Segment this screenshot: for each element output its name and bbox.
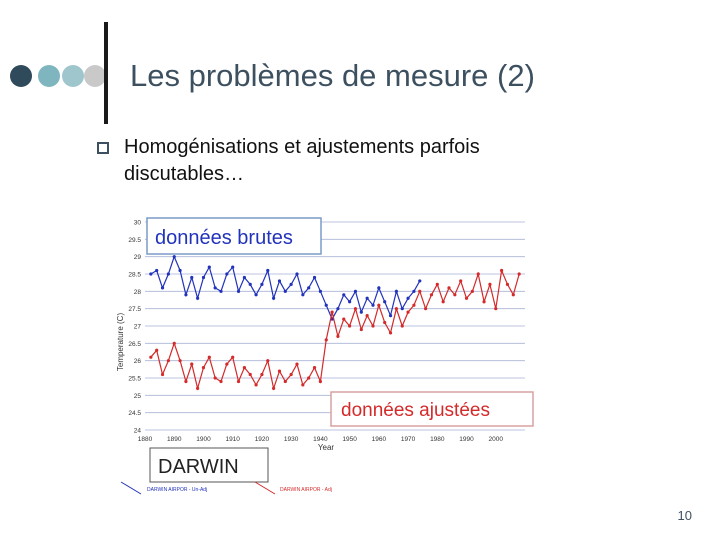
data-point — [494, 307, 497, 310]
data-point — [477, 272, 480, 275]
y-tick-label: 29 — [133, 254, 141, 262]
y-tick-label: 29.5 — [128, 236, 141, 244]
bullet-text: Homogénisations et ajustements parfois discutables… — [124, 136, 480, 185]
data-point — [424, 307, 427, 310]
data-point — [471, 290, 474, 293]
data-point — [488, 283, 491, 286]
y-tick-label: 24 — [133, 427, 141, 435]
station-label: DARWIN — [158, 456, 239, 478]
data-point — [389, 331, 392, 334]
legend-raw: DARWIN AIRPOR - Un-Adj — [147, 487, 208, 493]
data-point — [301, 293, 304, 296]
x-tick-label: 1930 — [283, 436, 299, 443]
data-point — [325, 304, 328, 307]
checkbox-bullet-icon — [97, 142, 109, 154]
data-point — [149, 272, 152, 275]
data-point — [214, 376, 217, 379]
data-point — [459, 279, 462, 282]
data-point — [184, 293, 187, 296]
data-point — [225, 363, 228, 366]
data-point — [401, 324, 404, 327]
x-tick-label: 1970 — [400, 436, 416, 443]
data-point — [243, 276, 246, 279]
x-tick-label: 1960 — [371, 436, 387, 443]
data-point — [313, 366, 316, 369]
x-tick-label: 1980 — [430, 436, 445, 443]
data-point — [412, 304, 415, 307]
data-point — [178, 269, 181, 272]
x-tick-label: 1900 — [196, 436, 211, 443]
teal-dot-2 — [62, 65, 84, 87]
data-point — [155, 349, 158, 352]
data-point — [266, 269, 269, 272]
data-point — [249, 283, 252, 286]
x-tick-label: 1880 — [137, 436, 153, 443]
x-tick-label: 1890 — [166, 436, 182, 443]
data-point — [155, 269, 158, 272]
data-point — [389, 314, 392, 317]
dark-dot — [10, 65, 32, 87]
x-tick-label: 1950 — [342, 436, 357, 443]
data-point — [167, 272, 170, 275]
data-point — [395, 307, 398, 310]
data-point — [319, 380, 322, 383]
y-tick-label: 24.5 — [128, 410, 141, 418]
data-point — [214, 286, 217, 289]
y-tick-label: 28.5 — [128, 271, 141, 279]
y-tick-label: 28 — [133, 288, 141, 296]
x-tick-label: 2000 — [488, 436, 504, 443]
data-point — [202, 366, 205, 369]
data-point — [190, 276, 193, 279]
data-point — [196, 297, 199, 300]
data-point — [278, 369, 281, 372]
data-point — [161, 373, 164, 376]
data-point — [208, 265, 211, 268]
data-point — [219, 290, 222, 293]
data-point — [342, 317, 345, 320]
x-tick-label: 1940 — [313, 436, 328, 443]
data-point — [284, 290, 287, 293]
teal-dot — [38, 65, 60, 87]
data-point — [196, 387, 199, 390]
data-point — [149, 356, 152, 359]
data-point — [366, 297, 369, 300]
data-point — [237, 290, 240, 293]
raw-annotation: données brutes — [155, 227, 293, 249]
data-point — [167, 359, 170, 362]
y-tick-label: 27 — [133, 323, 141, 331]
data-point — [225, 272, 228, 275]
x-tick-label: 1990 — [459, 436, 474, 443]
data-point — [412, 290, 415, 293]
legend-adj: DARWIN AIRPOR - Adj — [280, 487, 332, 493]
data-point — [301, 383, 304, 386]
data-point — [307, 376, 310, 379]
x-tick-label: 1910 — [225, 436, 240, 443]
data-point — [260, 373, 263, 376]
y-axis-label: Temperature (C) — [116, 312, 125, 372]
data-point — [506, 283, 509, 286]
page-number: 10 — [677, 508, 692, 523]
data-point — [243, 366, 246, 369]
data-point — [453, 293, 456, 296]
title-divider — [104, 22, 108, 124]
data-point — [313, 276, 316, 279]
data-point — [371, 324, 374, 327]
data-point — [383, 321, 386, 324]
data-point — [184, 380, 187, 383]
data-point — [272, 387, 275, 390]
data-point — [219, 380, 222, 383]
data-point — [295, 272, 298, 275]
slide-title: Les problèmes de mesure (2) — [130, 58, 535, 93]
data-point — [383, 300, 386, 303]
data-point — [348, 324, 351, 327]
data-point — [371, 304, 374, 307]
data-point — [430, 293, 433, 296]
data-point — [254, 383, 257, 386]
data-point — [190, 363, 193, 366]
y-tick-label: 26.5 — [128, 340, 141, 348]
data-point — [173, 342, 176, 345]
data-point — [512, 293, 515, 296]
data-point — [272, 297, 275, 300]
data-point — [178, 359, 181, 362]
x-axis-label: Year — [317, 443, 335, 452]
data-point — [260, 283, 263, 286]
y-tick-label: 25.5 — [128, 375, 141, 383]
data-point — [161, 286, 164, 289]
data-point — [284, 380, 287, 383]
data-point — [290, 283, 293, 286]
data-point — [336, 307, 339, 310]
chart-svg — [115, 212, 535, 497]
data-point — [401, 307, 404, 310]
data-point — [406, 311, 409, 314]
data-point — [249, 373, 252, 376]
y-tick-label: 27.5 — [128, 306, 141, 314]
x-tick-label: 1920 — [254, 436, 270, 443]
data-point — [325, 338, 328, 341]
data-point — [278, 279, 281, 282]
data-point — [231, 265, 234, 268]
data-point — [482, 300, 485, 303]
data-point — [366, 314, 369, 317]
data-point — [354, 307, 357, 310]
adjusted-annotation: données ajustées — [341, 400, 490, 421]
y-tick-label: 26 — [133, 358, 141, 366]
data-point — [231, 356, 234, 359]
data-point — [436, 283, 439, 286]
data-point — [354, 290, 357, 293]
data-point — [254, 293, 257, 296]
data-point — [307, 286, 310, 289]
data-point — [237, 380, 240, 383]
y-tick-label: 30 — [133, 219, 141, 227]
data-point — [330, 311, 333, 314]
data-point — [295, 363, 298, 366]
data-point — [173, 255, 176, 258]
data-point — [518, 272, 521, 275]
data-point — [266, 359, 269, 362]
data-point — [418, 290, 421, 293]
data-point — [336, 335, 339, 338]
data-point — [360, 328, 363, 331]
data-point — [208, 356, 211, 359]
data-point — [395, 290, 398, 293]
data-point — [418, 279, 421, 282]
data-point — [500, 269, 503, 272]
light-dot — [84, 65, 106, 87]
data-point — [360, 311, 363, 314]
data-point — [202, 276, 205, 279]
data-point — [447, 286, 450, 289]
data-point — [406, 297, 409, 300]
data-point — [342, 293, 345, 296]
data-point — [290, 373, 293, 376]
data-point — [465, 297, 468, 300]
data-point — [348, 300, 351, 303]
data-point — [377, 304, 380, 307]
data-point — [442, 300, 445, 303]
data-point — [319, 290, 322, 293]
y-tick-label: 25 — [133, 392, 141, 400]
temperature-chart — [115, 212, 535, 497]
data-point — [377, 286, 380, 289]
